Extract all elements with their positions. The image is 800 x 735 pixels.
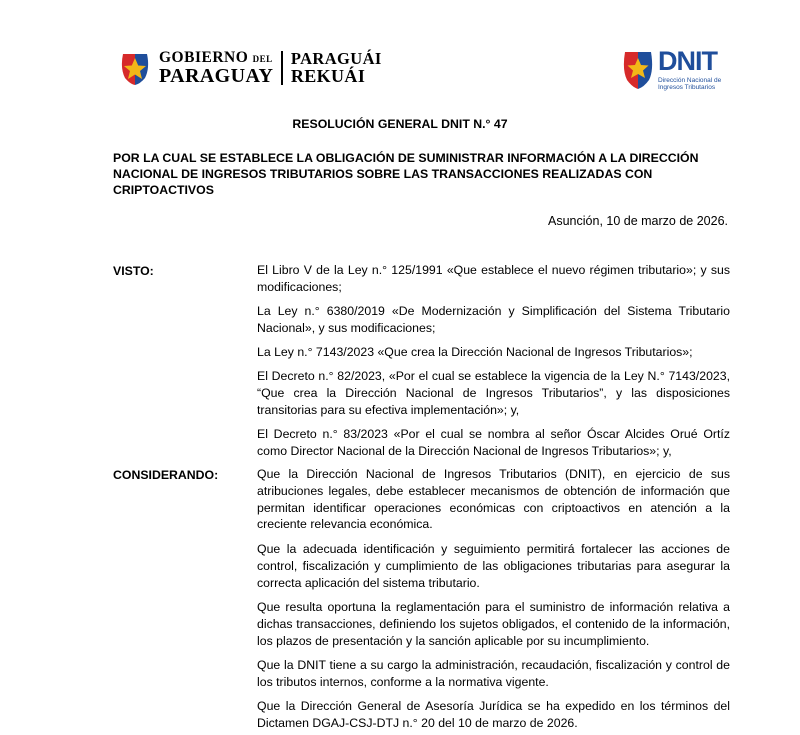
visto-label: VISTO:: [113, 264, 154, 278]
considerando-label: CONSIDERANDO:: [113, 468, 219, 482]
dnit-logo: [621, 48, 721, 91]
paraguay-star-icon: [117, 50, 153, 86]
considerando-paragraph: Que resulta oportuna la reglamentación para el suministro de información relativa a dichas transacciones, definiendo los sujetos obligados, el contenido de la información, los plazos de presentación y la sanción aplicable por su incumplimiento.: [257, 600, 730, 648]
gobierno-logo: [117, 50, 382, 86]
visto-paragraph: La Ley n.° 7143/2023 «Que crea la Dirección Nacional de Ingresos Tributarios»;: [257, 345, 693, 359]
dnit-star-icon: [621, 50, 655, 90]
considerando-paragraph: Que la Dirección General de Asesoría Jurídica se ha expedido en los términos del Dictamen DGAJ-CSJ-DTJ n.° 20 del 10 de marzo de 2026.: [257, 699, 730, 730]
visto-paragraph: El Decreto n.° 83/2023 «Por el cual se nombra al señor Óscar Alcides Orué Ortíz como Director Nacional de la Dirección Nacional de Ingresos Tributarios»; y,: [257, 427, 730, 458]
considerando-paragraph: Que la DNIT tiene a su cargo la administración, recaudación, fiscalización y control de los tributos internos, conforme a la normativa vigente.: [257, 658, 730, 689]
resolution-title: RESOLUCIÓN GENERAL DNIT N.° 47: [292, 117, 508, 131]
dnit-wordmark: DNIT: [658, 46, 717, 76]
visto-paragraph: La Ley n.° 6380/2019 «De Modernización y Simplificación del Sistema Tributario Nacional», y sus modificaciones;: [257, 304, 730, 335]
dnit-sub-line2: Ingresos Tributarios: [658, 84, 716, 92]
document-header: [0, 0, 800, 110]
visto-paragraph: El Libro V de la Ley n.° 125/1991 «Que establece el nuevo régimen tributario»; y sus modificaciones;: [257, 263, 730, 294]
gob-del: DEL: [252, 54, 273, 65]
gob-line2: PARAGUAY: [159, 64, 274, 87]
rek-line2: REKUÁI: [290, 66, 366, 87]
considerando-paragraph: Que la adecuada identificación y seguimiento permitirá fortalecer las acciones de control, fiscalización y cumplimiento de las obligaciones tributarias para asegurar la correcta aplicación del sistema tributario.: [257, 542, 730, 590]
gob-line1: GOBIERNO: [159, 49, 249, 67]
considerando-paragraph: Que la Dirección Nacional de Ingresos Tributarios (DNIT), en ejercicio de sus atribuciones legales, debe establecer mecanismos de obtención de información que permitan identificar operaciones económicas con criptoactivos en atención a la creciente relevancia económica.: [257, 467, 730, 532]
dnit-sub-line1: Dirección Nacional de: [658, 77, 722, 84]
visto-paragraph: El Decreto n.° 82/2023, «Por el cual se establece la vigencia de la Ley N.° 7143/2023, “Que crea la Dirección Nacional de Ingresos Tributarios”, y las disposiciones transitorias para su efectiva implementación»; y,: [257, 369, 730, 417]
logo-divider: [281, 51, 283, 85]
resolution-date: Asunción, 10 de marzo de 2026.: [548, 214, 728, 228]
rek-line1: PARAGUÁI: [290, 49, 382, 68]
resolution-subtitle: POR LA CUAL SE ESTABLECE LA OBLIGACIÓN DE SUMINISTRAR INFORMACIÓN A LA DIRECCIÓN NACIONAL DE INGRESOS TRIBUTARIOS SOBRE LAS TRANSACCIONES REALIZADAS CON CRIPTOACTIVOS: [113, 151, 699, 197]
